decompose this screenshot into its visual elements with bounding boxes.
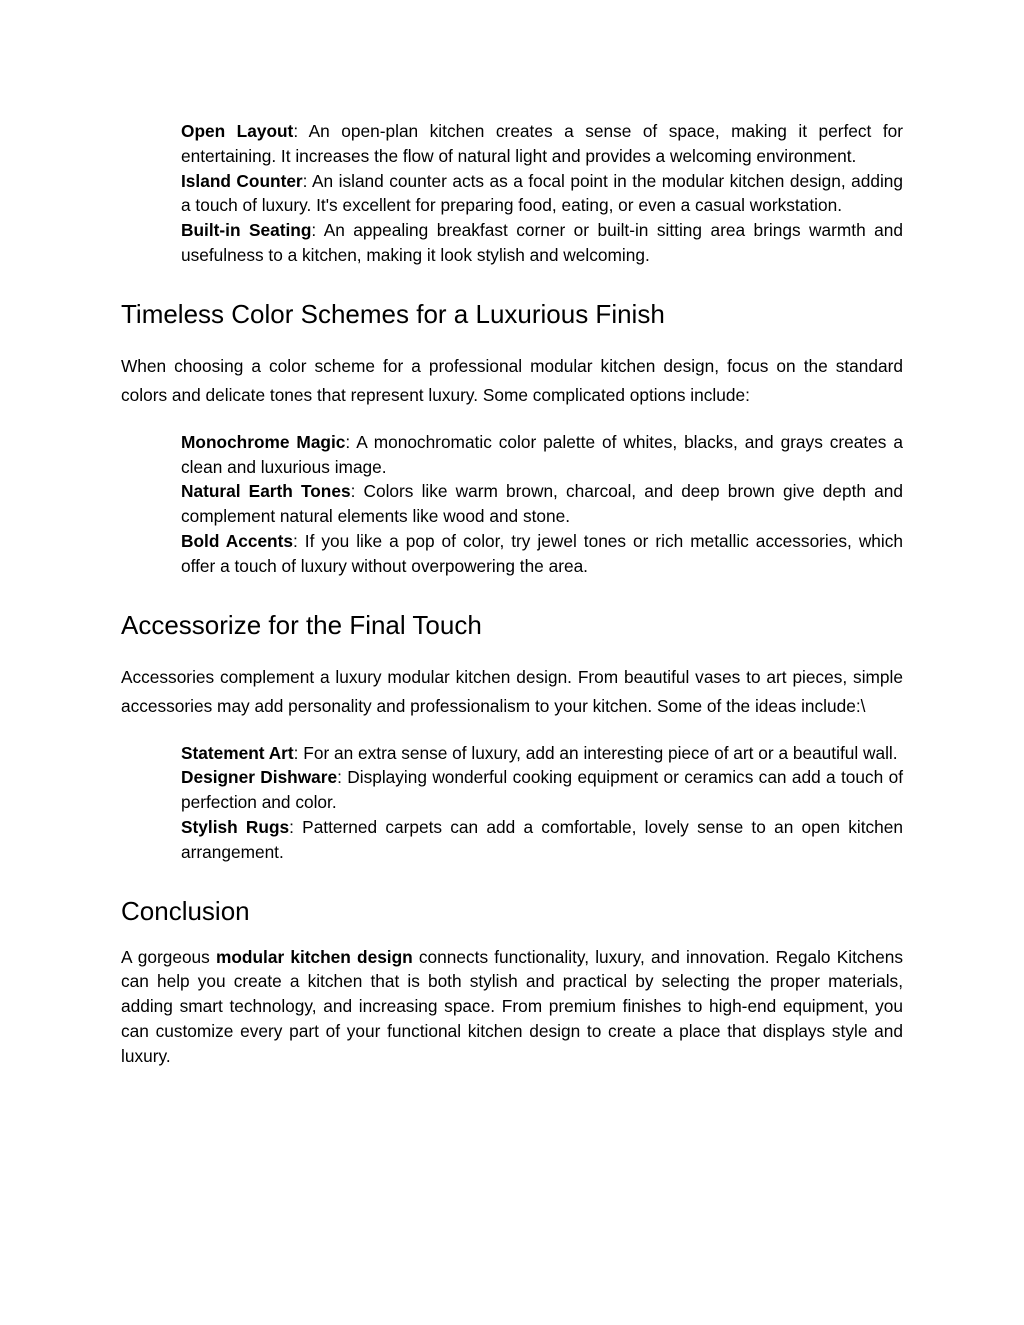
list-item (181, 741, 903, 766)
list-item-text: : An island counter acts as a focal point in the modular kitchen design, adding a touch of luxury. It's excellent for preparing food, eating, or even a casual workstation. (181, 170, 904, 216)
list-item-text: : Patterned carpets can add a comfortable, lovely sense to an open kitchen arrangement. (181, 816, 903, 862)
list-item-text: : An open-plan kitchen creates a sense of space, making it perfect for entertaining. It increases the flow of natural light and provides a welcoming environment. (181, 121, 903, 166)
list-item (181, 119, 903, 169)
list-item-text: : An appealing breakfast corner or built-in sitting area brings warmth and usefulness to a kitchen, making it look stylish and welcoming. (181, 220, 903, 265)
list-item-term: Designer Dishware (181, 767, 338, 788)
layout-features-list (121, 119, 903, 268)
list-item (181, 479, 903, 529)
color-schemes-paragraph: When choosing a color scheme for a professional modular kitchen design, focus on the standard colors and delicate tones that represent luxury. Some complicated options include: (121, 355, 903, 405)
list-item-text: : A monochromatic color palette of whites, blacks, and grays creates a clean and luxurious image. (181, 431, 903, 477)
conclusion-heading: Conclusion (121, 895, 250, 926)
list-item-text: : Colors like warm brown, charcoal, and deep brown give depth and complement natural elements like wood and stone. (181, 481, 903, 527)
list-item (181, 169, 903, 219)
list-item-term: Built-in Seating (181, 220, 312, 241)
list-item-term: Stylish Rugs (181, 816, 290, 837)
list-item-text: : For an extra sense of luxury, add an interesting piece of art or a beautiful wall. (293, 742, 898, 763)
list-item (181, 430, 903, 480)
document-page (121, 119, 903, 1069)
list-item (181, 218, 903, 268)
conclusion-paragraph (121, 945, 903, 1069)
conclusion-bold-link-text: modular kitchen design (216, 946, 413, 967)
list-item-term: Natural Earth Tones (181, 481, 351, 502)
list-item (181, 765, 903, 815)
list-item-term: Island Counter (181, 170, 303, 191)
color-schemes-list (121, 430, 903, 579)
list-item-term: Bold Accents (181, 530, 293, 551)
accessorize-paragraph: Accessories complement a luxury modular kitchen design. From beautiful vases to art pieces, simple accessories may add personality and professionalism to your kitchen. Some of the ideas include:\ (121, 666, 903, 716)
list-item (181, 815, 903, 865)
list-item-text: : Displaying wonderful cooking equipment or ceramics can add a touch of perfection and color. (181, 767, 903, 813)
conclusion-text-end: connects functionality, luxury, and innovation. Regalo Kitchens can help you create a kitchen that is both stylish and practical by selecting the proper materials, adding smart technology, and increasing space. From premium finishes to high-end equipment, you can customize every part of your functional kitchen design to create a place that displays style and luxury. (121, 946, 904, 1066)
list-item-text: : If you like a pop of color, try jewel tones or rich metallic accessories, which offer a touch of luxury without overpowering the area. (181, 530, 903, 576)
list-item (181, 529, 903, 579)
list-item-term: Open Layout (181, 121, 294, 141)
conclusion-text-start: A gorgeous (121, 946, 216, 967)
accessorize-list (121, 741, 903, 865)
list-item-term: Statement Art (181, 742, 294, 763)
color-schemes-heading: Timeless Color Schemes for a Luxurious Finish (121, 298, 665, 329)
list-item-term: Monochrome Magic (181, 431, 346, 452)
accessorize-heading: Accessorize for the Final Touch (121, 609, 482, 640)
